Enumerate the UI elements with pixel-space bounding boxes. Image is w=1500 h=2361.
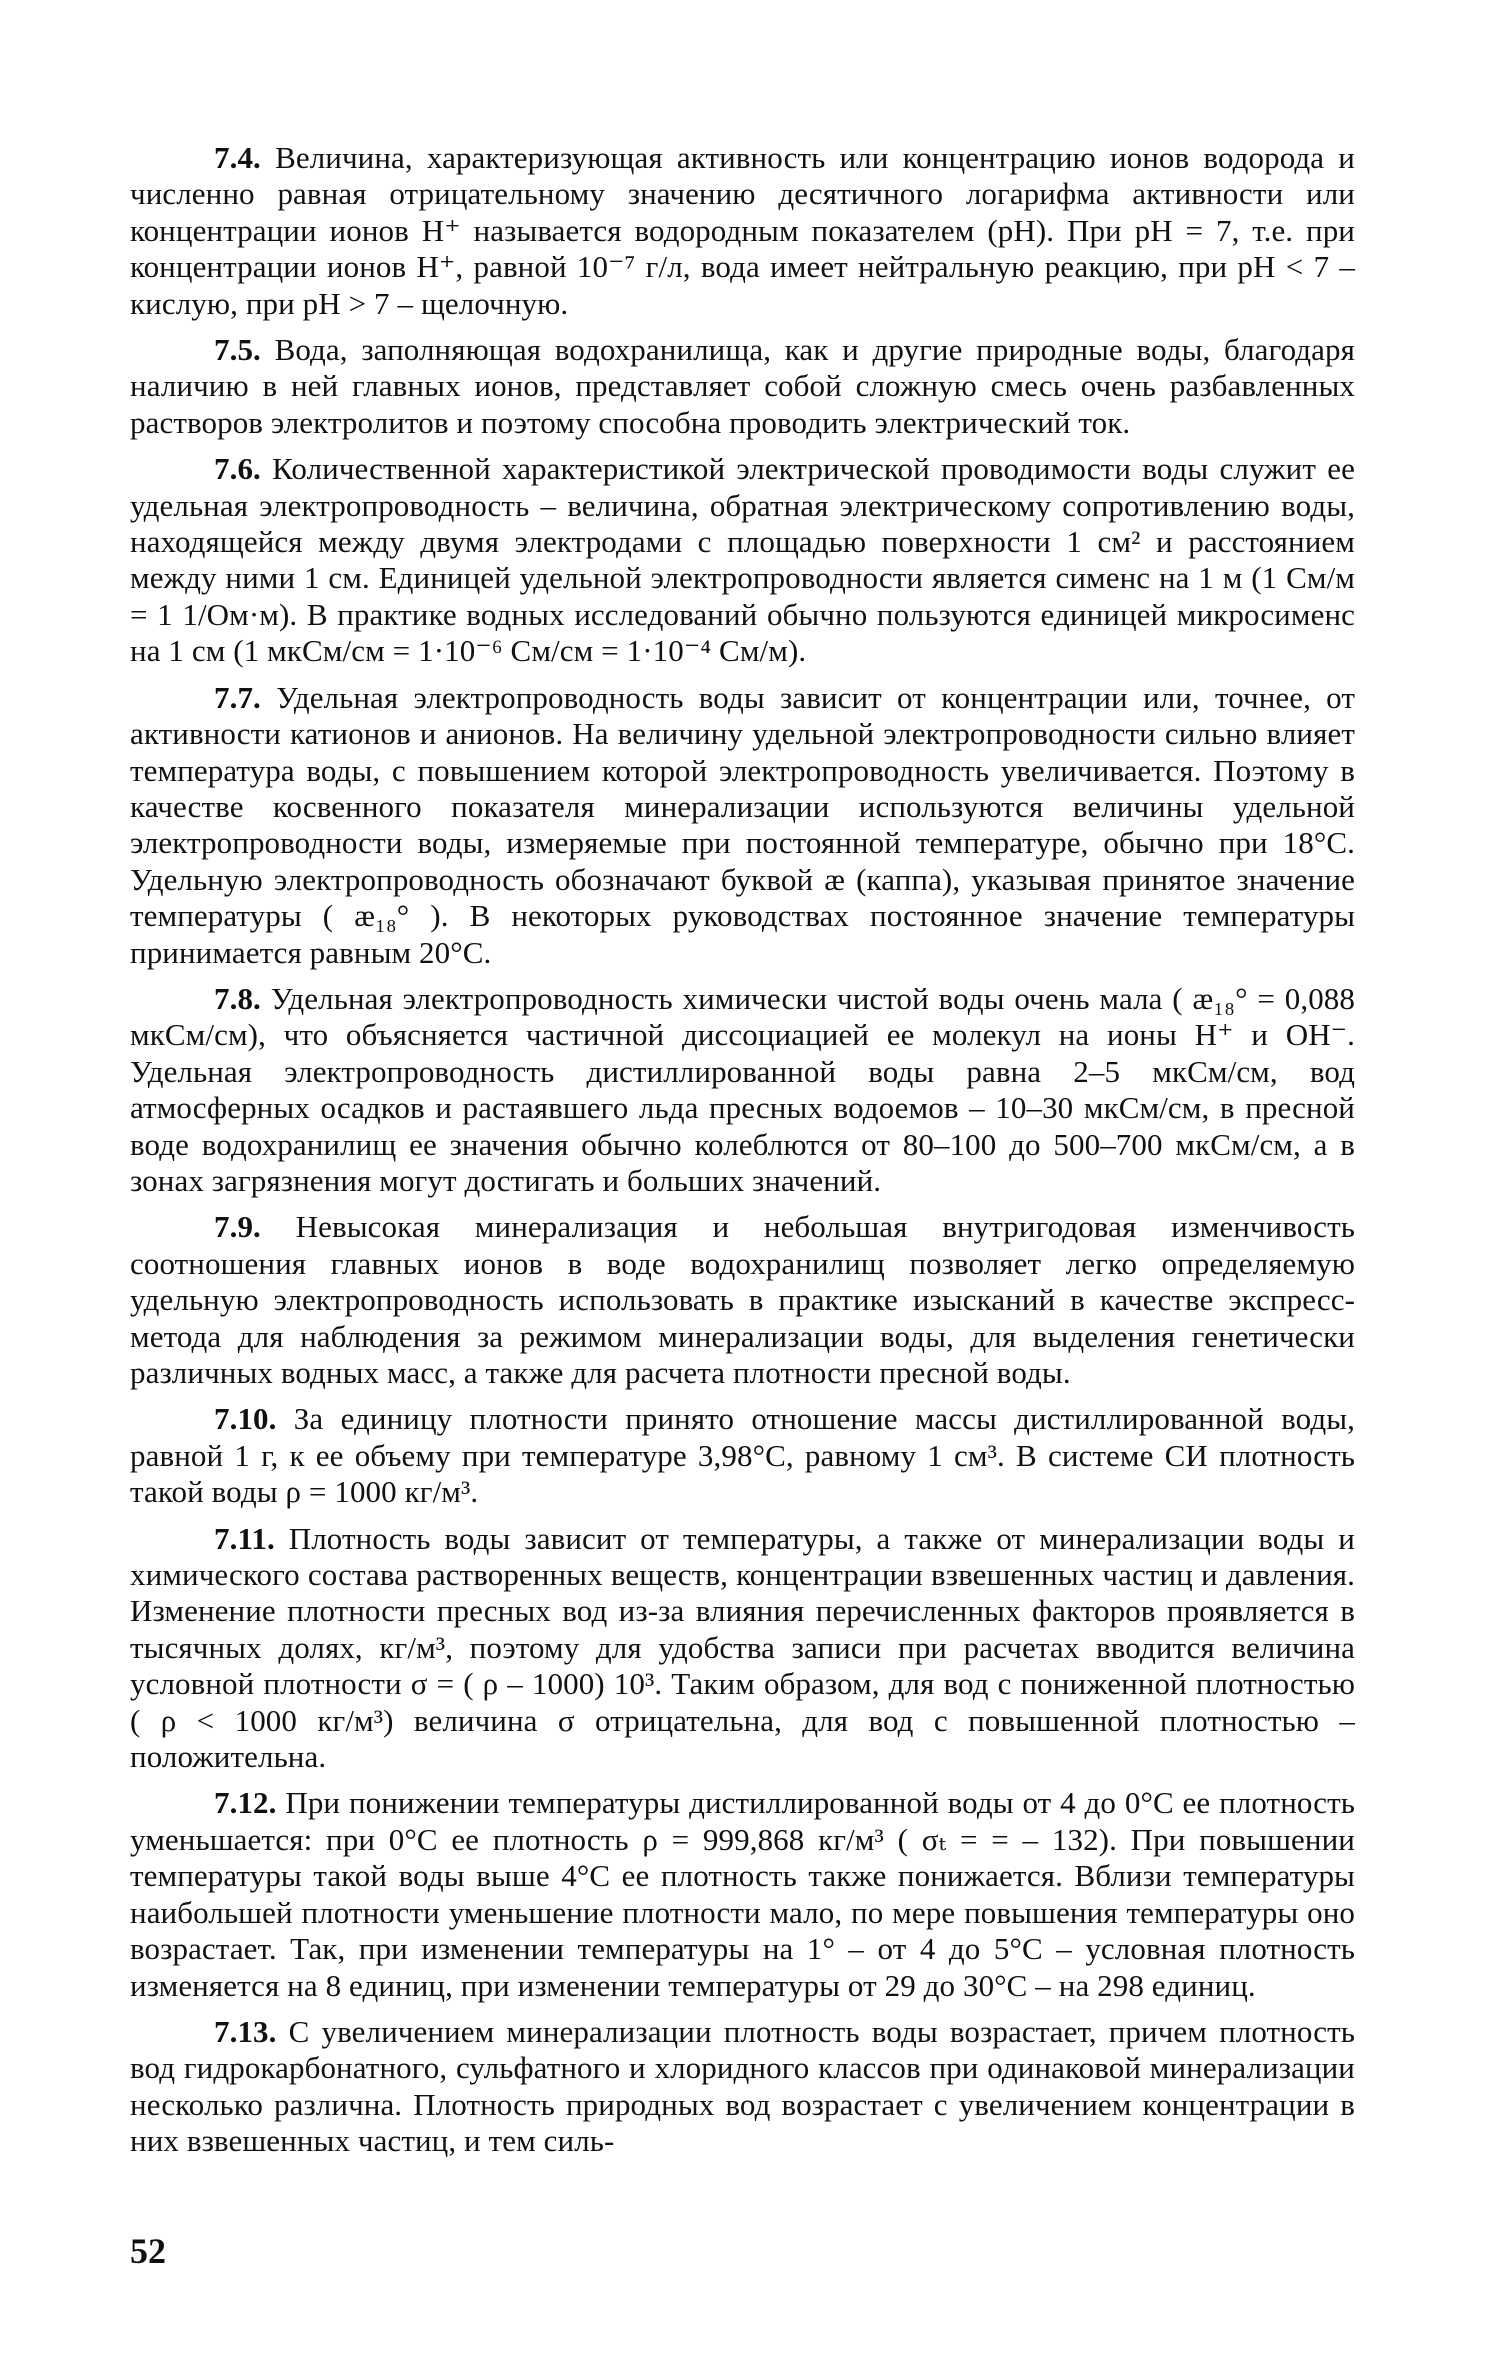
paragraph-7-8 <box>130 981 1355 1199</box>
paragraph-7-9 <box>130 1209 1355 1391</box>
paragraph-number: 7.7. <box>214 679 261 715</box>
page-number: 52 <box>130 2231 166 2271</box>
paragraph-text: Удельная электропроводность химически чистой воды очень мала ( æ₁₈° = 0,088 мкСм/см), что объясняется частичной диссоциацией ее молекул на ионы H⁺ и OH⁻. Удельная электропроводность дистиллированной воды равна 2–5 мкСм/см, вод атмосферных осадков и растаявшего льда пресных водоемов – 10–30 мкСм/см, в пресной воде водохранилищ ее значения обычно колеблются от 80–100 до 500–700 мкСм/см, а в зонах загрязнения могут достигать и больших значений. <box>130 980 1355 1198</box>
paragraph-number: 7.13. <box>214 2013 277 2049</box>
paragraph-number: 7.9. <box>214 1209 261 1245</box>
paragraph-number: 7.5. <box>214 332 261 368</box>
paragraph-7-4 <box>130 140 1355 322</box>
paragraph-text: Невысокая минерализация и небольшая внутригодовая изменчивость соотношения главных ионов в воде водохранилищ позволяет легко определяемую удельную электропроводность использовать в практике изысканий в качестве экспресс-метода для наблюдения за режимом минерализации воды, для выделения генетически различных водных масс, а также для расчета плотности пресной воды. <box>130 1209 1355 1390</box>
paragraph-7-5 <box>130 332 1355 441</box>
paragraph-7-13 <box>130 2014 1355 2160</box>
paragraph-number: 7.4. <box>214 140 261 175</box>
paragraph-text: Плотность воды зависит от температуры, а также от минерализации воды и химического состава растворенных веществ, концентрации взвешенных частиц и давления. Изменение плотности пресных вод из-за влияния перечисленных факторов проявляется в тысячных долях, кг/м³, поэтому для удобства записи при расчетах вводится величина условной плотности σ = ( ρ – 1000) 10³. Таким образом, для вод с пониженной плотностью ( ρ < 1000 кг/м³) величина σ отрицательна, для вод с повышенной плотностью – положительна. <box>130 1520 1355 1775</box>
paragraph-7-12 <box>130 1785 1355 2003</box>
paragraph-7-10 <box>130 1401 1355 1510</box>
paragraph-number: 7.11. <box>214 1520 275 1556</box>
paragraph-7-6 <box>130 451 1355 669</box>
paragraph-text: При понижении температуры дистиллированной воды от 4 до 0°С ее плотность уменьшается: при 0°С ее плотность ρ = 999,868 кг/м³ ( σₜ = = – 132). При повышении температуры такой воды выше 4°С ее плотность также понижается. Вблизи температуры наибольшей плотности уменьшение плотности мало, по мере повышения температуры оно возрастает. Так, при изменении температуры на 1° – от 4 до 5°С – условная плотность изменяется на 8 единиц, при изменении температуры от 29 до 30°С – на 298 единиц. <box>130 1785 1355 2003</box>
paragraph-text: За единицу плотности принято отношение массы дистиллированной воды, равной 1 г, к ее объему при температуре 3,98°С, равному 1 см³. В системе СИ плотность такой воды ρ = 1000 кг/м³. <box>130 1401 1355 1510</box>
paragraph-7-11 <box>130 1521 1355 1776</box>
paragraph-number: 7.10. <box>214 1401 277 1437</box>
paragraph-number: 7.12. <box>214 1785 277 1821</box>
paragraph-number: 7.6. <box>214 451 261 487</box>
paragraph-text: Количественной характеристикой электрической проводимости воды служит ее удельная электропроводность – величина, обратная электрическому сопротивлению воды, находящейся между двумя электродами с площадью поверхности 1 см² и расстоянием между ними 1 см. Единицей удельной электропроводности является сименс на 1 м (1 См/м = 1 1/Ом·м). В практике водных исследований обычно пользуются единицей микросименс на 1 см (1 мкСм/см = 1·10⁻⁶ См/см = 1·10⁻⁴ См/м). <box>130 451 1355 669</box>
document-page <box>130 140 1355 2310</box>
paragraph-text: Величина, характеризующая активность или концентрацию ионов водорода и численно равная отрицательному значению десятичного логарифма активности или концентрации ионов H⁺ называется водородным показателем (pH). При pH = 7, т.е. при концентрации ионов H⁺, равной 10⁻⁷ г/л, вода имеет нейтральную реакцию, при pH < 7 – кислую, при pH > 7 – щелочную. <box>130 140 1355 321</box>
paragraph-text: Удельная электропроводность воды зависит от концентрации или, точнее, от активности катионов и анионов. На величину удельной электропроводности сильно влияет температура воды, с повышением которой электропроводность увеличивается. Поэтому в качестве косвенного показателя минерализации используются величины удельной электропроводности воды, измеряемые при постоянной температуре, обычно при 18°С. Удельную электропроводность обозначают буквой æ (каппа), указывая принятое значение температуры ( æ₁₈° ). В некоторых руководствах постоянное значение температуры принимается равным 20°С. <box>130 679 1355 970</box>
paragraph-7-7 <box>130 680 1355 971</box>
paragraph-text: Вода, заполняющая водохранилища, как и другие природные воды, благодаря наличию в ней главных ионов, представляет собой сложную смесь очень разбавленных растворов электролитов и поэтому способна проводить электрический ток. <box>130 332 1355 440</box>
paragraph-text: С увеличением минерализации плотность воды возрастает, причем плотность вод гидрокарбонатного, сульфатного и хлоридного классов при одинаковой минерализации несколько различна. Плотность природных вод возрастает с увеличением концентрации в них взвешенных частиц, и тем силь- <box>130 2013 1355 2159</box>
paragraph-number: 7.8. <box>214 980 261 1016</box>
